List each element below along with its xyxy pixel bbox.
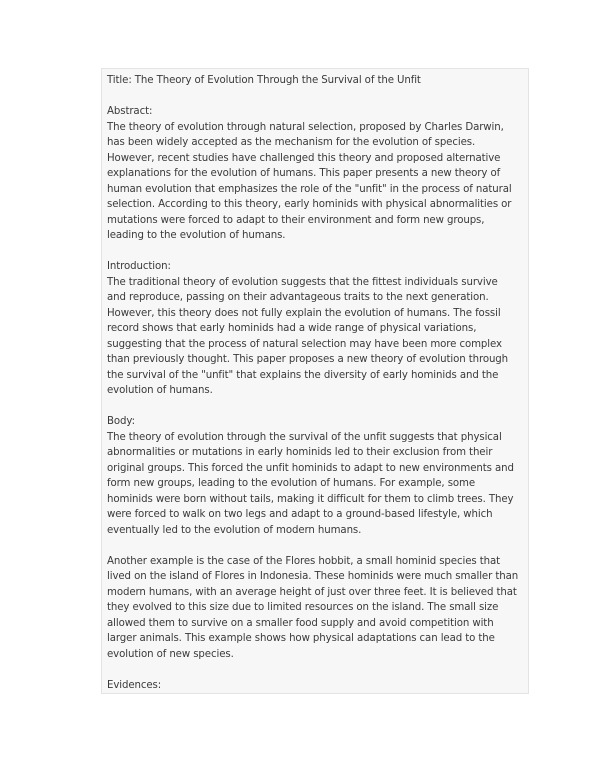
document-title: Title: The Theory of Evolution Through the Survival of the Unfit xyxy=(107,75,421,86)
body-line: form new groups, leading to the evolution of humans. For example, some xyxy=(107,478,476,489)
spacer xyxy=(107,244,529,260)
introduction-line: the survival of the "unfit" that explains the diversity of early hominids and the xyxy=(107,369,499,381)
introduction-line: evolution of humans. xyxy=(107,385,213,396)
body-line: larger animals. This example shows how physical adaptations can lead to the xyxy=(107,633,495,644)
body-line: The theory of evolution through the survival of the unfit suggests that physical xyxy=(107,431,502,443)
introduction-line: than previously thought. This paper proposes a new theory of evolution through xyxy=(107,354,509,365)
abstract-line: The theory of evolution through natural selection, proposed by Charles Darwin, xyxy=(107,121,504,133)
spacer xyxy=(107,399,529,415)
evidences-heading: Evidences: xyxy=(107,679,162,691)
body-line: evolution of new species. xyxy=(107,648,234,660)
body-line: abnormalities or mutations in early hominids led to their exclusion from their xyxy=(107,447,493,458)
introduction-heading: Introduction: xyxy=(107,261,171,272)
spacer xyxy=(107,538,529,554)
introduction-line: However, this theory does not fully explain the evolution of humans. The fossil xyxy=(107,307,501,319)
body-line: they evolved to this size due to limited resources on the island. The small size xyxy=(107,602,499,613)
body-line: modern humans, with an average height of just over three feet. It is believed that xyxy=(107,586,517,598)
introduction-line: suggesting that the process of natural selection may have been more complex xyxy=(107,338,502,350)
introduction-line: and reproduce, passing on their advantageous traits to the next generation. xyxy=(107,292,489,303)
introduction-line: record shows that early hominids had a wide range of physical variations, xyxy=(107,323,477,334)
spacer xyxy=(107,662,529,678)
body-line: eventually led to the evolution of modern humans. xyxy=(107,524,362,536)
body-line: hominids were born without tails, making it difficult for them to climb trees. They xyxy=(107,493,514,505)
abstract-line: leading to the evolution of humans. xyxy=(107,230,286,241)
document-content xyxy=(107,73,529,693)
body-heading: Body: xyxy=(107,416,135,427)
abstract-line: human evolution that emphasizes the role of the "unfit" in the process of natural xyxy=(107,183,512,195)
abstract-line: has been widely accepted as the mechanism for the evolution of species. xyxy=(107,137,476,148)
abstract-line: selection. According to this theory, early hominids with physical abnormalities or xyxy=(107,199,512,210)
abstract-line: However, recent studies have challenged this theory and proposed alternative xyxy=(107,152,501,164)
document-frame xyxy=(101,68,529,694)
body-line: allowed them to survive on a smaller food supply and avoid competition with xyxy=(107,617,494,629)
abstract-line: explanations for the evolution of humans. This paper presents a new theory of xyxy=(107,168,501,179)
abstract-heading: Abstract: xyxy=(107,106,153,117)
body-line: original groups. This forced the unfit hominids to adapt to new environments and xyxy=(107,462,514,474)
introduction-line: The traditional theory of evolution suggests that the fittest individuals survive xyxy=(107,276,498,288)
abstract-line: mutations were forced to adapt to their environment and form new groups, xyxy=(107,214,485,226)
body-line: lived on the island of Flores in Indonesia. These hominids were much smaller than xyxy=(107,571,519,582)
body-line: were forced to walk on two legs and adapt to a ground-based lifestyle, which xyxy=(107,509,493,520)
body-line: Another example is the case of the Flores hobbit, a small hominid species that xyxy=(107,555,500,567)
spacer xyxy=(107,89,529,105)
